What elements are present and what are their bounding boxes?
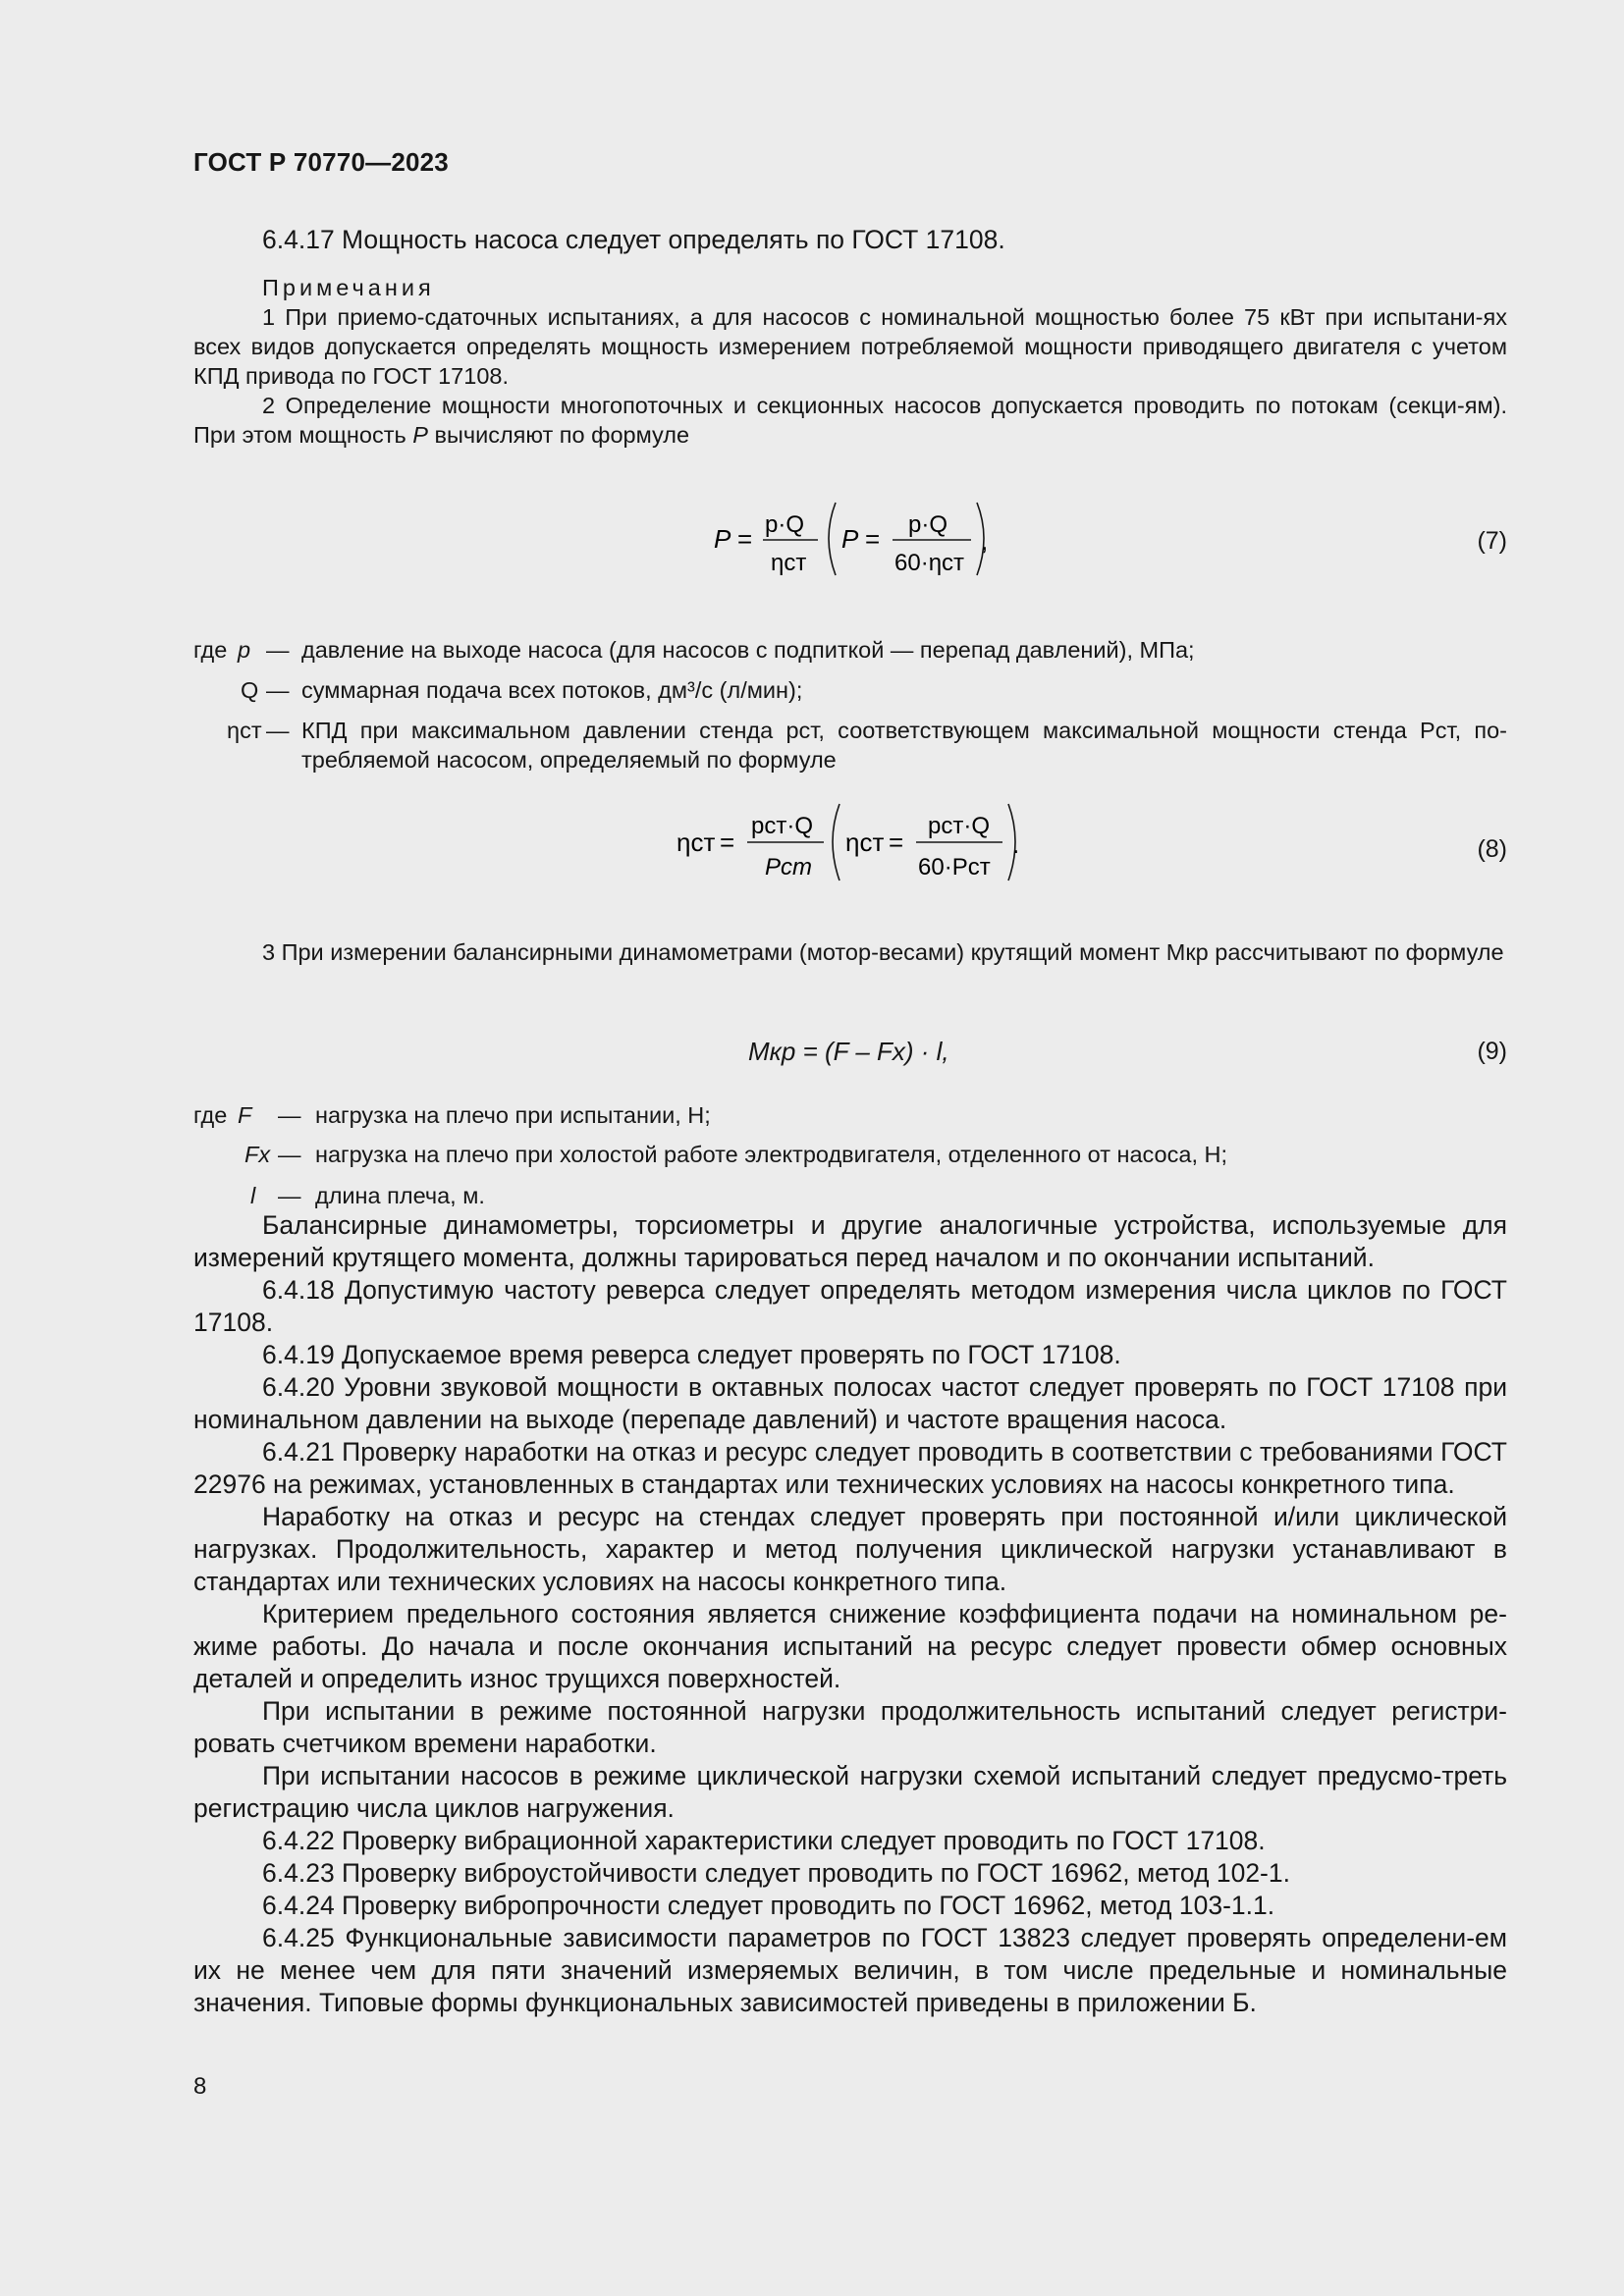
formula-8-trail: . (1012, 829, 1020, 859)
formula-7-eq-2: = (865, 524, 881, 554)
section-6-4-17: 6.4.17 Мощность насоса следует определять по ГОСТ 17108. (262, 225, 1005, 254)
paragraph-cyclic-load: При испытании насосов в режиме циклической нагрузки схемой испытаний следует предусмо-треть регистрацию числа циклов нагружения. (193, 1761, 1507, 1823)
paragraph-limit-state: Критерием предельного состояния является снижение коэффициента подачи на номинальном ре-жиме работы. До начала и после окончания испытаний на ресурс следует провести обмер основных деталей и определить износ трущихся поверхностей. (193, 1599, 1507, 1693)
note-1: 1 При приемо-сдаточных испытаниях, а для насосов с номинальной мощностью более 75 кВт при испытани-ях всех видов допускается определять мощность измерением потребляемой мощности приводящего двигателя с учетом КПД привода по ГОСТ 17108. (193, 304, 1507, 389)
document-header: ГОСТ Р 70770—2023 (193, 147, 449, 177)
def-fx-text: нагрузка на плечо при холостой работе электродвигателя, отделенного от насоса, Н; (315, 1142, 1228, 1167)
svg-text:=: = (889, 828, 904, 857)
formula-7-lhs-2: P (841, 524, 859, 554)
formula-7-den2: 60·ηст (894, 550, 965, 576)
note-2: 2 Определение мощности многопоточных и секционных насосов допускается проводить по потокам (секци-ям). При этом мощность P вычисляют по формуле (193, 393, 1507, 448)
def-l-text: длина плеча, м. (315, 1183, 485, 1208)
section-6-4-19: 6.4.19 Допускаемое время реверса следует проверять по ГОСТ 17108. (262, 1340, 1121, 1369)
section-6-4-23: 6.4.23 Проверку виброустойчивости следует проводить по ГОСТ 16962, метод 102-1. (262, 1858, 1290, 1888)
section-6-4-25: 6.4.25 Функциональные зависимости параметров по ГОСТ 13823 следует проверять определени-ем их не менее чем для пяти значений измеряемых величин, в том числе предельные и номинальные значения. Типовые формы функциональных зависимостей приведены в приложении Б. (193, 1923, 1507, 2017)
note-3: 3 При измерении балансирными динамометрами (мотор-весами) крутящий момент Mкр рассчитывают по формуле (262, 939, 1504, 965)
section-6-4-20: 6.4.20 Уровни звуковой мощности в октавных полосах частот следует проверять по ГОСТ 17108 при номинальном давлении на выходе (перепаде давлений) и частоте вращения насоса. (193, 1372, 1507, 1434)
section-6-4-18: 6.4.18 Допустимую частоту реверса следует определять методом измерения числа циклов по ГОСТ 17108. (193, 1275, 1507, 1337)
formula-7-number: (7) (1477, 527, 1507, 555)
formula-7-num1: p·Q (765, 511, 805, 538)
def-p-symbol: p (238, 637, 251, 663)
formula-9: Mкр = (F – Fx) · l, (748, 1037, 949, 1066)
formula-8-lhs-2: ηст (845, 828, 885, 857)
formula-7-num2: p·Q (908, 511, 948, 538)
formula-7-trail: , (981, 526, 989, 556)
def-fx-symbol: Fx (244, 1142, 271, 1167)
def-p-text: давление на выходе насоса (для насосов с подпиткой — перепад давлений), МПа; (301, 637, 1195, 663)
def-q-symbol: Q (241, 677, 259, 703)
paragraph-dynamometers: Балансирные динамометры, торсиометры и другие аналогичные устройства, используемые для измерений крутящего момента, должны тарироваться перед началом и по окончании испытаний. (193, 1210, 1507, 1272)
formula-8-lhs: ηст (677, 828, 716, 857)
page-number: 8 (193, 2073, 207, 2100)
def-f-symbol: F (238, 1102, 252, 1128)
def-f-text: нагрузка на плечо при испытании, Н; (315, 1102, 711, 1128)
notes-title: Примечания (262, 275, 435, 300)
def-eta-symbol: ηст (227, 718, 262, 743)
section-6-4-22: 6.4.22 Проверку вибрационной характеристики следует проводить по ГОСТ 17108. (262, 1826, 1266, 1855)
formula-8-num1: pст·Q (751, 813, 813, 839)
paragraph-failure-resource: Наработку на отказ и ресурс на стендах следует проверять при постоянной и/или циклической нагрузках. Продолжительность, характер и метод получения циклической нагрузки устанавливают в стандартах или технических условиях на насосы конкретного типа. (193, 1502, 1507, 1596)
def-q-text: суммарная подача всех потоков, дм³/с (л/мин); (301, 677, 803, 703)
formula-8-number: (8) (1477, 835, 1507, 863)
formula-8 (677, 800, 1167, 887)
body-text (193, 1209, 1507, 2019)
section-6-4-24: 6.4.24 Проверку вибропрочности следует проводить по ГОСТ 16962, метод 103-1.1. (262, 1891, 1275, 1920)
formula-7-eq: = (737, 524, 753, 554)
formula-8-den2: 60·Pст (918, 854, 991, 881)
formula-7-lhs: P (714, 524, 731, 554)
formula-7 (714, 499, 1205, 582)
formula-7-den1: ηст (771, 550, 807, 576)
formula-8-den1: Pст (765, 854, 812, 881)
def-eta-text: КПД при максимальном давлении стенда pст, соответствующем максимальной мощности стенда Pст, по-требляемой насосом, определяемый по формуле (301, 718, 1507, 773)
section-6-4-21: 6.4.21 Проверку наработки на отказ и ресурс следует проводить в соответствии с требованиями ГОСТ 22976 на режимах, установленных в стандартах или технических условиях на насосы конкретного типа. (193, 1437, 1507, 1499)
formula-9-number: (9) (1477, 1038, 1507, 1065)
formula-8-num2: pст·Q (928, 813, 990, 839)
paragraph-constant-load: При испытании в режиме постоянной нагрузки продолжительность испытаний следует регистри-ровать счетчиком времени наработки. (193, 1696, 1507, 1758)
def-l-symbol: l (250, 1183, 256, 1208)
svg-text:=: = (720, 828, 735, 857)
